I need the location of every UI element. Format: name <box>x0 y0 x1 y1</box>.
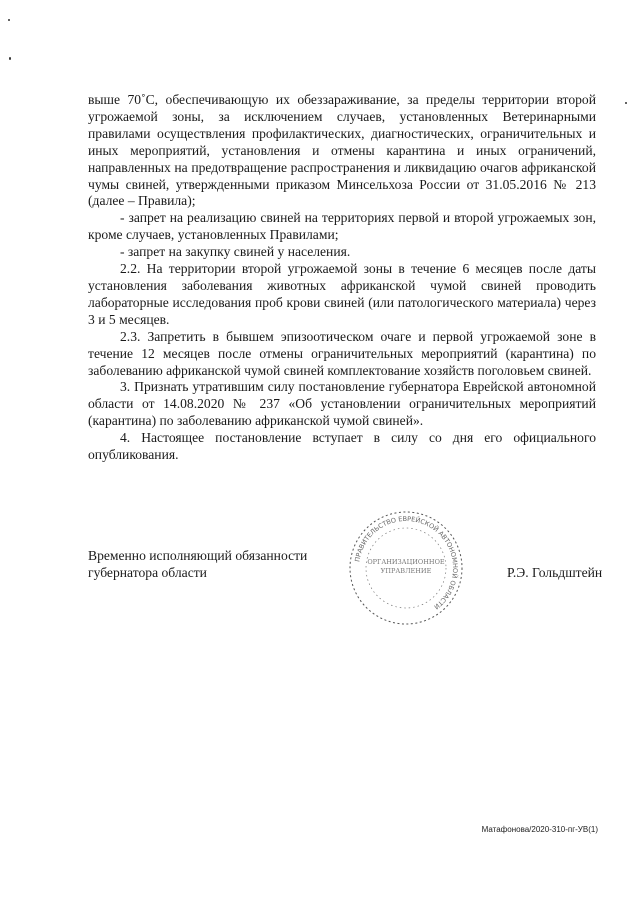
paragraph-2-2: 2.2. На территории второй угрожаемой зоны в течение 6 месяцев после даты установления заболевания животных африканской чумой свиней проводить лабораторные исследования проб крови свиней (или патологического материала) через 3 и 5 месяцев. <box>88 261 596 327</box>
stamp-inner-line1: ОРГАНИЗАЦИОННОЕ <box>367 558 445 566</box>
stamp-outer-text: ПРАВИТЕЛЬСТВО ЕВРЕЙСКОЙ АВТОНОМНОЙ ОБЛАСТИ <box>353 514 460 611</box>
paragraph-ban-sale: - запрет на реализацию свиней на территориях первой и второй угрожаемых зон, кроме случаев, установленных Правилами; <box>88 210 596 243</box>
scan-speck <box>9 57 11 60</box>
document-body <box>88 92 596 464</box>
paragraph-continuation: выше 70˚С, обеспечивающую их обеззараживание, за пределы территории второй угрожаемой зоны, за исключением случаев, установленных Ветеринарными правилами осуществления профилактических, диагностических, ограничительных и иных мероприятий, установления и отмены карантина и иных ограничений, направленных на предотвращение распространения и ликвидацию очагов африканской чумы свиней, утвержденными приказом Минсельхоза России от 31.05.2016 № 213 (далее – Правила); <box>88 92 596 209</box>
document-reference: Матафонова/2020-310-пг-УВ(1) <box>481 825 598 834</box>
signatory-name: Р.Э. Гольдштейн <box>507 565 603 580</box>
paragraph-2-3: 2.3. Запретить в бывшем эпизоотическом очаге и первой угрожаемой зоне в течение 12 месяцев после отмены ограничительных мероприятий (карантина) по заболеванию африканской чумой свиней комплектование хозяйств поголовьем свиней. <box>88 328 596 378</box>
signatory-position <box>88 547 307 581</box>
scan-speck <box>625 102 627 104</box>
paragraph-4: 4. Настоящее постановление вступает в силу со дня его официального опубликования. <box>88 430 596 463</box>
paragraph-3: 3. Признать утратившим силу постановление губернатора Еврейской автономной области от 14.08.2020 № 237 «Об установлении ограничительных мероприятий (карантина) по заболеванию африканской чумой свиней». <box>88 379 596 429</box>
signatory-position-line2: губернатора области <box>88 565 207 580</box>
signatory-position-line1: Временно исполняющий обязанности <box>88 548 308 563</box>
official-stamp <box>346 508 466 628</box>
stamp-inner-line2: УПРАВЛЕНИЕ <box>380 567 432 575</box>
paragraph-ban-purchase: - запрет на закупку свиней у населения. <box>120 244 351 260</box>
scan-speck <box>8 19 10 21</box>
